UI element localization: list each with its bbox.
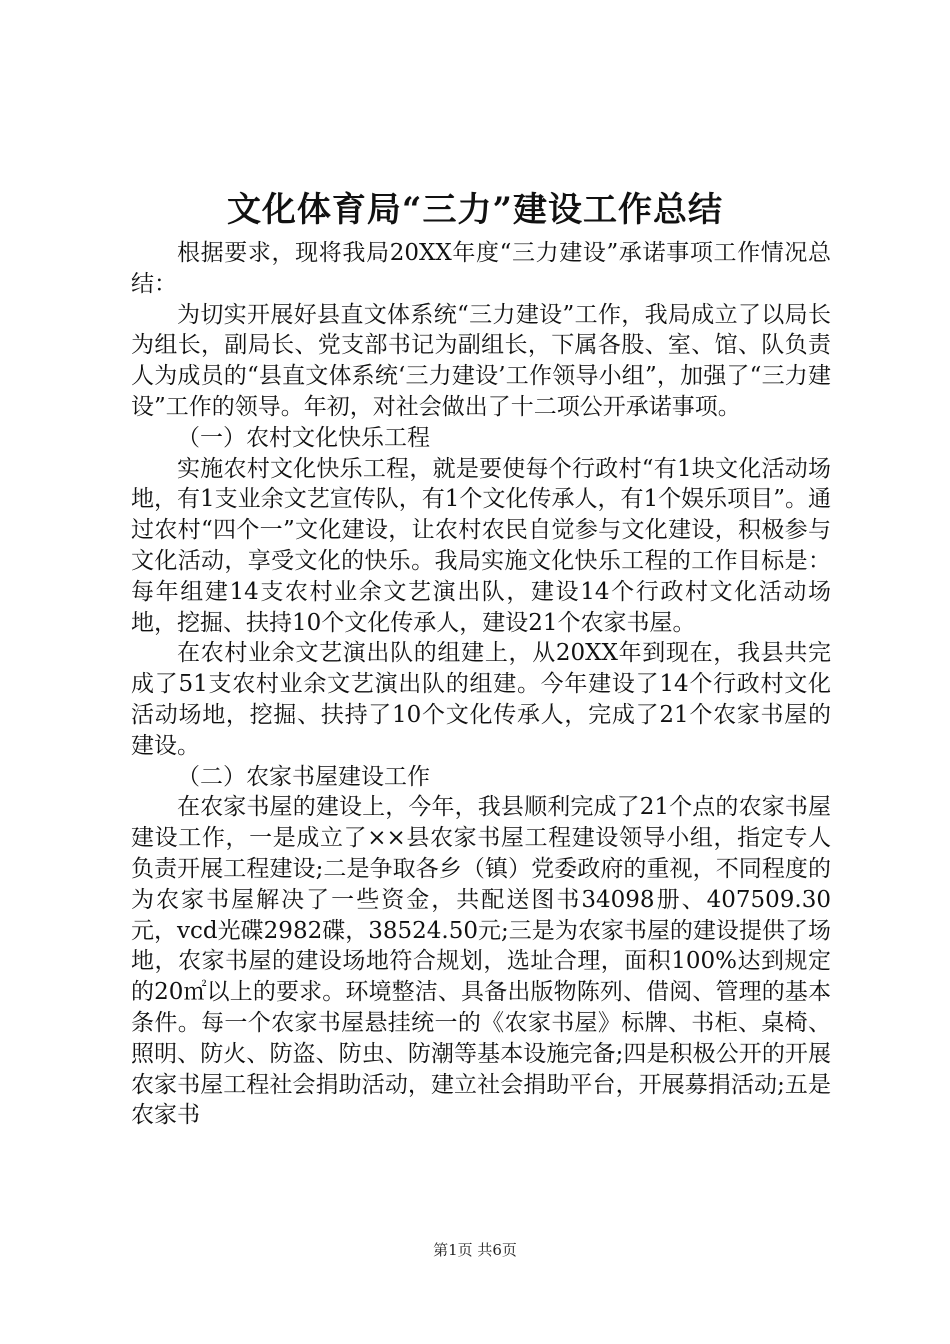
section-heading: （一）农村文化快乐工程 bbox=[177, 424, 430, 451]
document-body bbox=[131, 238, 831, 1131]
document-title: 文化体育局“三力”建设工作总结 bbox=[226, 190, 724, 230]
section-heading: （二）农家书屋建设工作 bbox=[177, 763, 430, 790]
body-paragraph: 为切实开展好县直文体系统“三力建设”工作，我局成立了以局长为组长，副局长、党支部书记为副组长，下属各股、室、馆、队负责人为成员的“县直文体系统‘三力建设’工作领导小组”，加强了“三力建设”工作的领导。年初，对社会做出了十二项公开承诺事项。 bbox=[131, 301, 831, 420]
body-paragraph: 实施农村文化快乐工程，就是要使每个行政村“有1块文化活动场地，有1支业余文艺宣传队，有1个文化传承人，有1个娱乐项目”。通过农村“四个一”文化建设，让农村农民自觉参与文化建设，积极参与文化活动，享受文化的快乐。我局实施文化快乐工程的工作目标是：每年组建14支农村业余文艺演出队，建设14个行政村文化活动场地，挖掘、扶持10个文化传承人，建设21个农家书屋。 bbox=[131, 455, 831, 636]
body-paragraph: 在农家书屋的建设上，今年，我县顺利完成了21个点的农家书屋建设工作，一是成立了××县农家书屋工程建设领导小组，指定专人负责开展工程建设;二是争取各乡（镇）党委政府的重视，不同程度的为农家书屋解决了一些资金，共配送图书34098册、407509.30元，vcd光碟2982碟，38524.50元;三是为农家书屋的建设提供了场地，农家书屋的建设场地符合规划，选址合理，面积100%达到规定的20㎡以上的要求。环境整洁、具备出版物陈列、借阅、管理的基本条件。每一个农家书屋悬挂统一的《农家书屋》标牌、书柜、桌椅、照明、防火、防盗、防虫、防潮等基本设施完备;四是积极公开的开展农家书屋工程社会捐助活动，建立社会捐助平台，开展募捐活动;五是农家书 bbox=[131, 794, 831, 1129]
page-number-footer: 第1页 共6页 bbox=[433, 1241, 517, 1259]
body-paragraph: 在农村业余文艺演出队的组建上，从20XX年到现在，我县共完成了51支农村业余文艺演出队的组建。今年建设了14个行政村文化活动场地，挖掘、扶持了10个文化传承人，完成了21个农家书屋的建设。 bbox=[131, 640, 831, 759]
body-paragraph: 根据要求，现将我局20XX年度“三力建设”承诺事项工作情况总结： bbox=[131, 240, 831, 297]
